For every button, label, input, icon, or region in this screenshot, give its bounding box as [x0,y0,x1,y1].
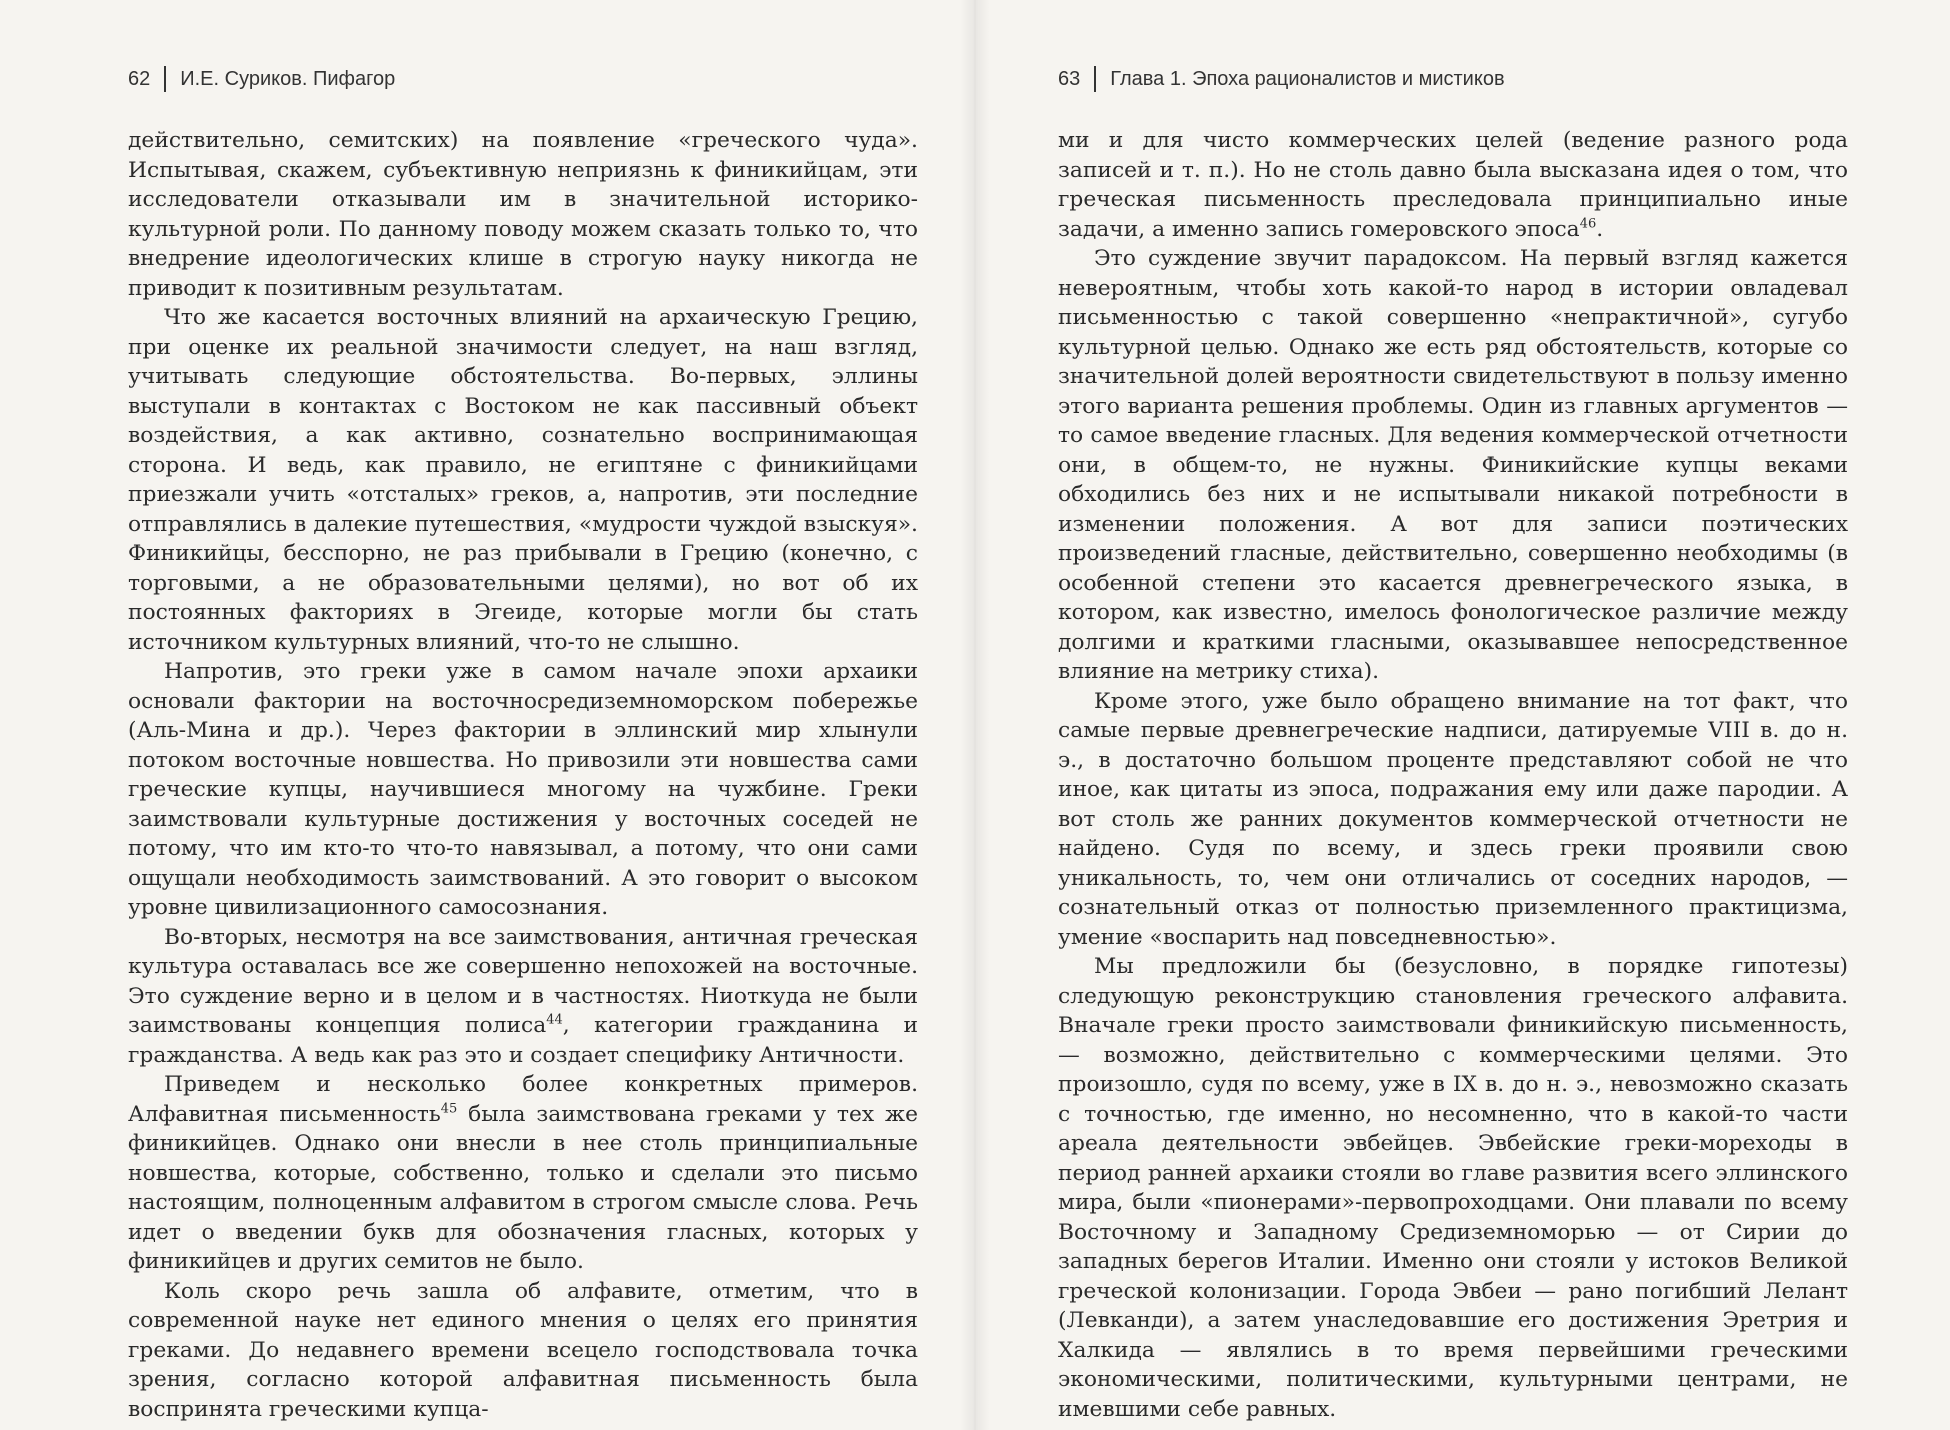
left-running-head [128,66,395,92]
left-paragraph-3: Напротив, это греки уже в самом начале эпохи архаики основали фактории на восточносредиземноморском побережье (Аль-Мина и др.). Через фактории в эллинский мир хлынули потоком восточные новшества. Но привозили эти новшества сами греческие купцы, научившиеся многому на чужбине. Греки заимствовали культурные достижения у восточных соседей не потому, что им кто-то что-то навязывал, а потому, что они сами ощущали необходимость заимствований. А это говорит о высоком уровне цивилизационного самосознания. [128,659,918,920]
right-paragraph-1-text-after: . [1596,216,1604,242]
header-divider [1094,66,1096,92]
header-divider [164,66,166,92]
left-paragraph-2: Что же касается восточных влияний на архаическую Грецию, при оценке их реальной значимости следует, на наш взгляд, учитывать следующие обстоятельства. Во-первых, эллины выступали в контактах с Востоком не как пассивный объект воздействия, а как активно, сознательно воспринимающая сторона. И ведь, как правило, не египтяне с финикийцами приезжали учить «отсталых» греков, а, напротив, эти последние отправлялись в далекие путешествия, «мудрости чуждой взыскуя». Финикийцы, бесспорно, не раз прибывали в Грецию (конечно, с торговыми, а не образовательными целями), но вот об их постоянных факториях в Эгеиде, которые могли бы стать источником культурных влияний, что-то не слышно. [128,305,918,655]
footnote-ref-44[interactable]: 44 [546,1012,563,1028]
right-paragraph-1 [1058,126,1848,244]
right-page [975,0,1950,1430]
right-paragraph-3: Кроме этого, уже было обращено внимание на тот факт, что самые первые древнегреческие надписи, датируемые VIII в. до н. э., в достаточно большом проценте представляют собой не что иное, как цитаты из эпоса, подражания ему или даже пародии. А вот столь же ранних документов коммерческой отчетности не найдено. Судя по всему, и здесь греки проявили свою уникальность, то, чем они отличались от соседних народов, — сознательный отказ от полностью приземленного практицизма, умение «воспарить над повседневностью». [1058,688,1848,950]
right-paragraph-1-text: ми и для чисто коммерческих целей (ведение разного рода записей и т. п.). Но не столь давно была высказана идея о том, что греческая письменность преследовала принципиально иные задачи, а именно запись гомеровского эпоса [1058,128,1848,242]
right-running-title: Глава 1. Эпоха рационалистов и мистиков [1110,67,1505,90]
left-paragraph-1: действительно, семитских) на появление «греческого чуда». Испытывая, скажем, субъективную неприязнь к финикийцам, эти исследователи отказывали им в значительной историко-культурной роли. По данному поводу можем сказать только то, что внедрение идеологических клише в строгую науку никогда не приводит к позитивным результатам. [128,128,918,301]
left-paragraph-4 [128,923,918,1071]
left-paragraph-5 [128,1070,918,1277]
left-paragraph-4-text: Во-вторых, несмотря на все заимствования, античная греческая культура оставалась все же совершенно непохожей на восточные. Это суждение верно и в целом и в частностях. Ниоткуда не были заимствованы концепция полиса [128,924,918,1038]
right-page-number: 63 [1058,67,1081,90]
left-paragraph-6: Коль скоро речь зашла об алфавите, отметим, что в современной науке нет единого мнения о целях его принятия греками. До недавнего времени всецело господствовала точка зрения, согласно которой алфавитная письменность была воспринята греческими купца- [128,1278,918,1422]
right-body-text [1058,126,1848,1424]
right-paragraph-4: Мы предложили бы (безусловно, в порядке гипотезы) следующую реконструкцию становления греческого алфавита. Вначале греки просто заимствовали финикийскую письменность, — возможно, действительно с коммерческими целями. Это произошло, судя по всему, уже в IX в. до н. э., невозможно сказать с точностью, где именно, но несомненно, что в какой-то части ареала деятельности эвбейцев. Эвбейские греки-мореходы в период ранней архаики стояли во главе развития всего эллинского мира, были «пионерами»-первопроходцами. Они плавали по всему Восточному и Западному Средиземноморью — от Сирии до западных берегов Италии. Именно они стояли у истоков Великой греческой колонизации. Города Эвбеи — рано погибший Лелант (Левканди), а затем унаследовавшие его достижения Эретрия и Халкида — являлись в то время первейшими греческими экономическими, политическими, культурными центрами, не имевшими себе равных. [1058,954,1848,1422]
right-running-head [1058,66,1505,92]
footnote-ref-45[interactable]: 45 [440,1101,458,1117]
footnote-ref-46[interactable]: 46 [1579,216,1597,232]
left-running-title: И.Е. Суриков. Пифагор [180,67,396,90]
right-paragraph-2: Это суждение звучит парадоксом. На первый взгляд кажется невероятным, чтобы хоть какой-то народ в истории овладевал письменностью с такой совершенно «непрактичной», сугубо культурной целью. Однако же есть ряд обстоятельств, которые со значительной долей вероятности свидетельствуют в пользу именно этого варианта решения проблемы. Один из главных аргументов — то самое введение гласных. Для ведения коммерческой отчетности они, в общем-то, не нужны. Финикийские купцы веками обходились без них и не испытывали никакой потребности в изменении положения. А вот для записи поэтических произведений гласные, действительно, совершенно необходимы (в особенной степени это касается древнегреческого языка, в котором, как известно, имелось фонологическое различие между долгими и краткими гласными, оказывавшее непосредственное влияние на метрику стиха). [1058,246,1848,684]
left-page-number: 62 [128,67,151,90]
left-paragraph-5-text: Приведем и несколько более конкретных примеров. Алфавитная письменность [128,1072,918,1127]
left-paragraph-5-text-after: была заимствована греками у тех же финикийцев. Однако они внесли в нее столь принципиальные новшества, которые, собственно, только и сделали это письмо настоящим, полноценным алфавитом в строгом смысле слова. Речь идет о введении букв для обозначения гласных, которых у финикийцев и других семитов не было. [128,1101,919,1274]
left-paragraph-4-text-after: , категории гражданина и гражданства. А ведь как раз это и создает специфику Античности. [128,1013,918,1068]
left-body-text [128,126,918,1424]
